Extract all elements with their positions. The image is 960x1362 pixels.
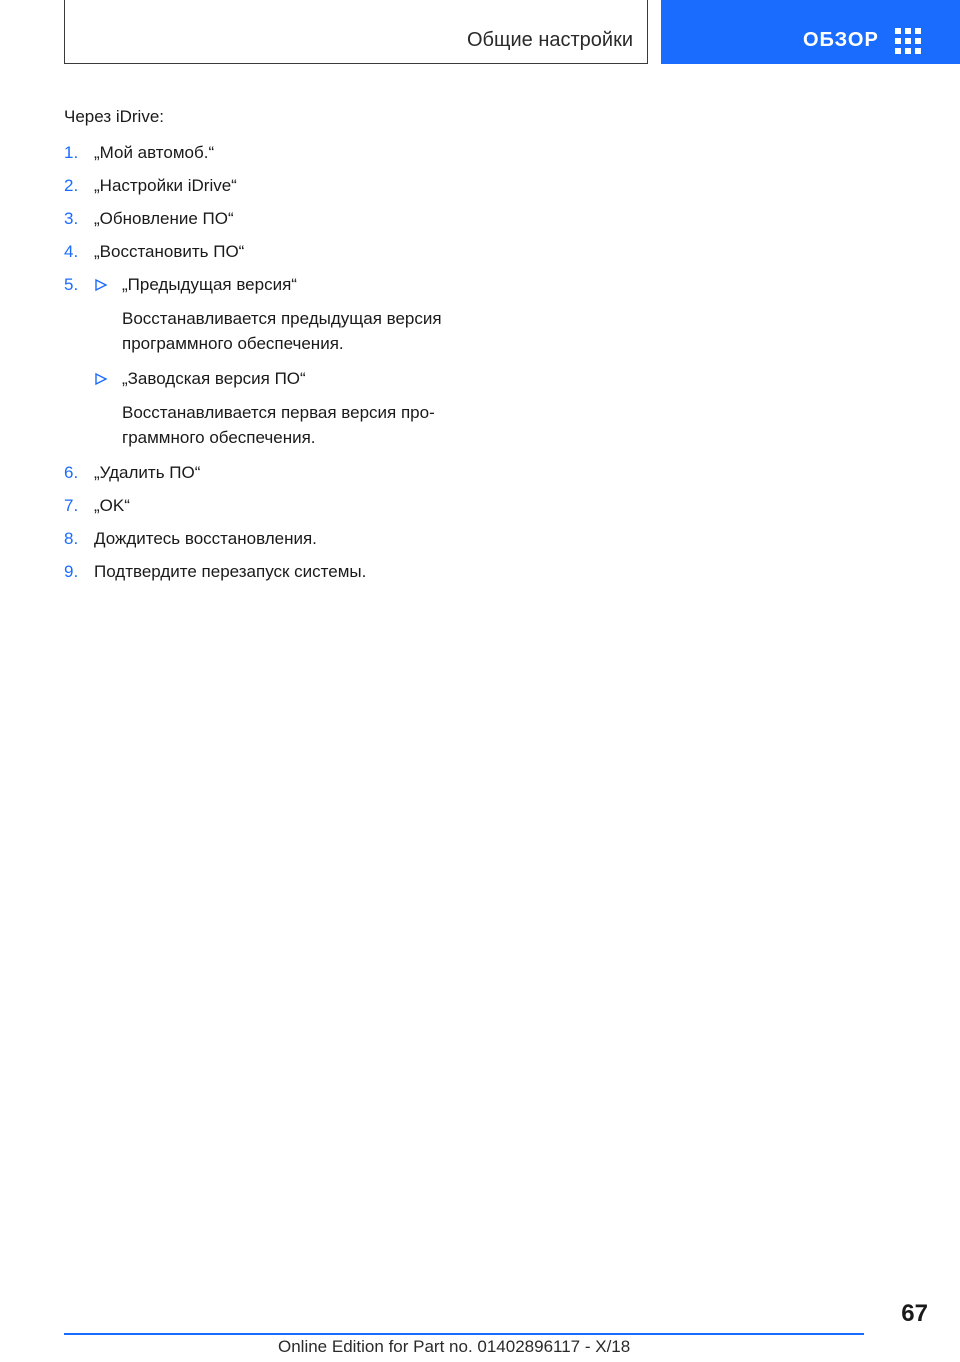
step-text: „Удалить ПО“: [94, 463, 201, 482]
sub-option: [94, 368, 504, 390]
option-label: „Заводская версия ПО“: [122, 369, 306, 388]
list-item: [64, 241, 504, 263]
triangle-bullet-icon: [94, 274, 108, 296]
step-text: „Мой автомоб.“: [94, 143, 215, 162]
step-number: 9.: [64, 562, 79, 581]
step-number: 7.: [64, 496, 79, 515]
option-label: „Предыдущая версия“: [122, 275, 297, 294]
step-number: 5.: [64, 275, 79, 294]
list-item: [64, 208, 504, 230]
step-number: 1.: [64, 143, 79, 162]
option-description: [94, 400, 504, 450]
header-section: [64, 0, 648, 64]
step-text: „Восстановить ПО“: [94, 242, 245, 261]
option-description: [94, 306, 504, 356]
description-line: Восстанавливается первая версия про-: [122, 403, 435, 422]
overview-tab-label: ОБЗОР: [803, 29, 879, 51]
step-number: 2.: [64, 176, 79, 195]
list-item: [64, 495, 504, 517]
list-item: [64, 175, 504, 197]
step-text: „Настройки iDrive“: [94, 176, 237, 195]
step-text: Дождитесь восстановления.: [94, 529, 317, 548]
sub-option: [94, 274, 504, 296]
section-title: Общие настройки: [467, 29, 633, 51]
step-number: 6.: [64, 463, 79, 482]
list-item: [64, 142, 504, 164]
triangle-bullet-icon: [94, 368, 108, 390]
list-item: [64, 274, 504, 450]
footer-edition: Online Edition for Part no. 01402896117 - X/18: [278, 1337, 631, 1356]
list-item: [64, 528, 504, 550]
footer-divider: [64, 1333, 864, 1335]
list-item: [64, 561, 504, 583]
instructions: [64, 106, 504, 594]
step-text: Подтвердите перезапуск системы.: [94, 562, 367, 581]
list-item: [64, 462, 504, 484]
step-text: „OK“: [94, 496, 130, 515]
step-number: 3.: [64, 209, 79, 228]
description-line: Восстанавливается предыдущая версия: [122, 309, 442, 328]
grid-icon: [895, 28, 921, 54]
step-number: 4.: [64, 242, 79, 261]
description-line: граммного обеспечения.: [122, 428, 316, 447]
intro-text: Через iDrive:: [64, 107, 165, 126]
step-number: 8.: [64, 529, 79, 548]
page-number: 67: [901, 1300, 928, 1327]
description-line: программного обеспечения.: [122, 334, 344, 353]
overview-tab[interactable]: [661, 0, 960, 64]
step-text: „Обновление ПО“: [94, 209, 234, 228]
